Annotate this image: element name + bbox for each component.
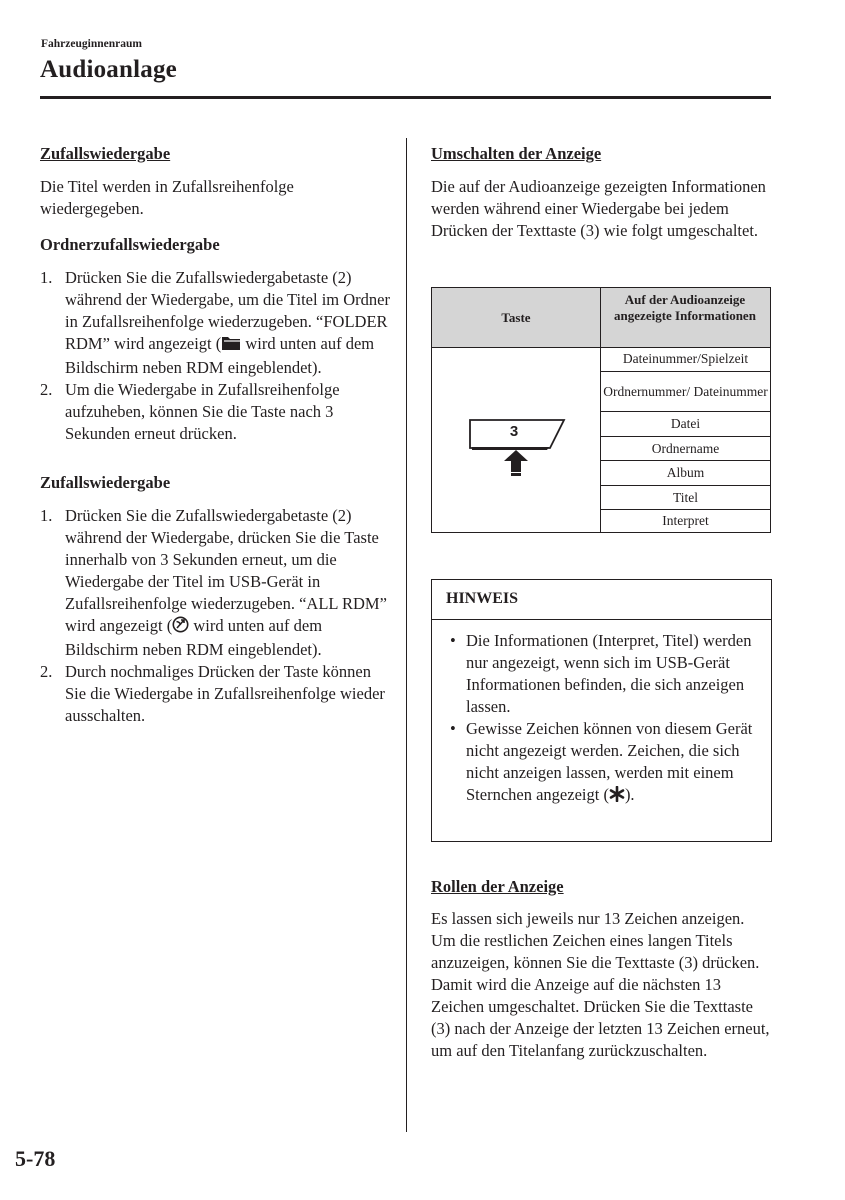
- list-item: 2. Um die Wiedergabe in Zufallsreihenfolge aufzuheben, können Sie die Taste nach 3 Sekunden erneut drücken.: [40, 380, 340, 443]
- breadcrumb: Fahrzeuginnenraum: [41, 38, 142, 50]
- left-column: [40, 143, 390, 727]
- column-header-info: Auf der Audioanzeige angezeigte Informationen: [614, 292, 756, 323]
- ordner-steps: [40, 267, 390, 445]
- header-rule: [40, 96, 771, 99]
- list-item: 2. Durch nochmaliges Drücken der Taste können Sie die Wiedergabe in Zufallsreihenfolge wieder ausschalten.: [40, 662, 385, 725]
- display-info-table: [431, 287, 771, 533]
- table-row: Interpret: [662, 513, 709, 528]
- note-title: HINWEIS: [446, 590, 519, 607]
- subheading-zufallswiedergabe: Zufallswiedergabe: [40, 473, 171, 492]
- table-row: Titel: [601, 486, 770, 510]
- column-header-taste: Taste: [501, 310, 531, 325]
- section-text: Die auf der Audioanzeige gezeigten Informationen werden während einer Wiedergabe bei jedem Drücken der Texttaste (3) wie folgt umgeschaltet.: [431, 177, 766, 240]
- page-title: Audioanlage: [40, 56, 177, 83]
- page-number: 5-78: [15, 1146, 56, 1171]
- list-item: 1. Drücken Sie die Zufallswiedergabetaste (2) während der Wiedergabe, drücken Sie die Taste innerhalb von 3 Sekunden erneut, um die Wiedergabe der Titel im USB-Gerät in Zufallsreihenfolge wiederzugeben. “ALL RDM” wird angezeigt ( wird unten auf dem Bildschirm neben RDM eingeblendet).: [40, 506, 387, 659]
- shuffle-disc-icon: [172, 616, 189, 639]
- column-divider: [406, 138, 407, 1132]
- list-item: • Die Informationen (Interpret, Titel) werden nur angezeigt, wenn sich im USB-Gerät Informationen befinden, die sich anzeigen lassen.: [450, 631, 752, 716]
- section-heading-rollen: Rollen der Anzeige: [431, 877, 564, 896]
- section-text: Die Titel werden in Zufallsreihenfolge wiedergegeben.: [40, 177, 294, 218]
- note-list: [448, 630, 766, 808]
- list-item: • Gewisse Zeichen können von diesem Gerät nicht angezeigt werden. Zeichen, die sich nicht anzeigen lassen, werden mit einem Sternchen angezeigt ( ).: [448, 718, 766, 808]
- button-3-label: 3: [509, 423, 519, 440]
- table-row: Ordnernummer/ Dateinummer: [601, 372, 770, 412]
- list-item: 1. Drücken Sie die Zufallswiedergabetaste (2) während der Wiedergabe, um die Titel im Ordner in Zufallsreihenfolge wiederzugeben. “FOLDER RDM” wird angezeigt ( wird unten auf dem Bildschirm neben RDM eingeblendet).: [40, 268, 390, 377]
- table-row: Album: [601, 461, 770, 486]
- all-steps: [40, 505, 390, 727]
- asterisk-icon: [609, 786, 625, 808]
- folder-icon: [221, 335, 241, 357]
- table-row: Ordnername: [601, 437, 770, 461]
- scroll-section: [431, 876, 772, 1062]
- subheading-ordnerzufall: Ordnerzufallswiedergabe: [40, 235, 220, 254]
- section-heading-umschalten: Umschalten der Anzeige: [431, 144, 602, 163]
- section-text: Es lassen sich jeweils nur 13 Zeichen anzeigen. Um die restlichen Zeichen eines langen Titels anzuzeigen, können Sie die Texttaste (3) drücken. Damit wird die Anzeige auf die nächsten 13 Zeichen umgeschaltet. Drücken Sie die Texttaste (3) nach der Anzeige der letzten 13 Zeichen erneut, um auf den Titelanfang zurückzuschalten.: [431, 909, 770, 1060]
- table-row: Datei: [601, 412, 770, 437]
- text-button-3: [466, 416, 568, 480]
- table-row: Dateinummer/Spielzeit: [601, 347, 770, 372]
- section-heading-zufallswiedergabe: Zufallswiedergabe: [40, 144, 171, 163]
- note-box: [431, 579, 772, 842]
- right-column: [431, 143, 772, 242]
